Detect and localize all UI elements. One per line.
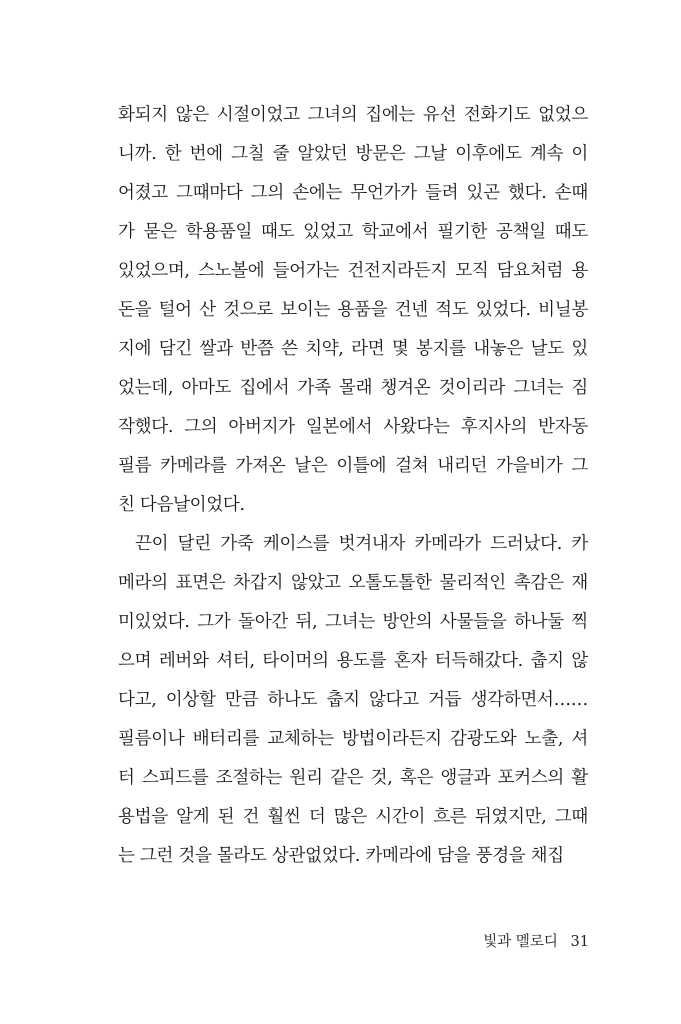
page-footer — [483, 930, 589, 951]
running-title: 빛과 멜로디 — [483, 934, 558, 950]
paragraph — [118, 525, 588, 876]
text-line: 터 스피드를 조절하는 원리 같은 것, 혹은 앵글과 포커스의 활 — [118, 768, 588, 788]
text-line: 다고, 이상할 만큼 하나도 춥지 않다고 거듭 생각하면서…… — [118, 690, 588, 710]
text-line: 메라의 표면은 차갑지 않았고 오톨도톨한 물리적인 촉감은 재 — [118, 573, 588, 593]
text-line: 필름 카메라를 가져온 날은 이틀에 걸쳐 내리던 가을비가 그 — [118, 456, 588, 476]
text-line: 화되지 않은 시절이었고 그녀의 집에는 유선 전화기도 없었으 — [118, 105, 588, 125]
text-line: 니까. 한 번에 그칠 줄 알았던 방문은 그날 이후에도 계속 이 — [118, 144, 588, 164]
body-text — [118, 96, 588, 876]
text-line: 었는데, 아마도 집에서 가족 몰래 챙겨온 것이리라 그녀는 짐 — [118, 378, 588, 398]
text-line: 으며 레버와 셔터, 타이머의 용도를 혼자 터득해갔다. 춥지 않 — [118, 651, 588, 671]
text-line: 어졌고 그때마다 그의 손에는 무언가가 들려 있곤 했다. 손때 — [118, 183, 588, 203]
page-number: 31 — [570, 934, 589, 950]
text-line: 돈을 털어 산 것으로 보이는 용품을 건넨 적도 있었다. 비닐봉 — [118, 300, 588, 320]
text-line: 미있었다. 그가 돌아간 뒤, 그녀는 방안의 사물들을 하나둘 찍 — [118, 612, 588, 632]
text-line: 용법을 알게 된 건 훨씬 더 많은 시간이 흐른 뒤였지만, 그때 — [118, 807, 588, 827]
text-line: 지에 담긴 쌀과 반쯤 쓴 치약, 라면 몇 봉지를 내놓은 날도 있 — [118, 339, 588, 359]
text-line: 끈이 달린 가죽 케이스를 벗겨내자 카메라가 드러났다. 카 — [135, 534, 588, 554]
text-line: 가 묻은 학용품일 때도 있었고 학교에서 필기한 공책일 때도 — [118, 222, 588, 242]
text-line: 친 다음날이었다. — [118, 495, 245, 515]
text-line: 필름이나 배터리를 교체하는 방법이라든지 감광도와 노출, 셔 — [118, 729, 588, 749]
text-line: 는 그런 것을 몰라도 상관없었다. 카메라에 담을 풍경을 채집 — [118, 846, 564, 866]
text-line: 작했다. 그의 아버지가 일본에서 사왔다는 후지사의 반자동 — [118, 417, 588, 437]
paragraph — [118, 96, 588, 525]
text-line: 있었으며, 스노볼에 들어가는 건전지라든지 모직 담요처럼 용 — [118, 261, 588, 281]
